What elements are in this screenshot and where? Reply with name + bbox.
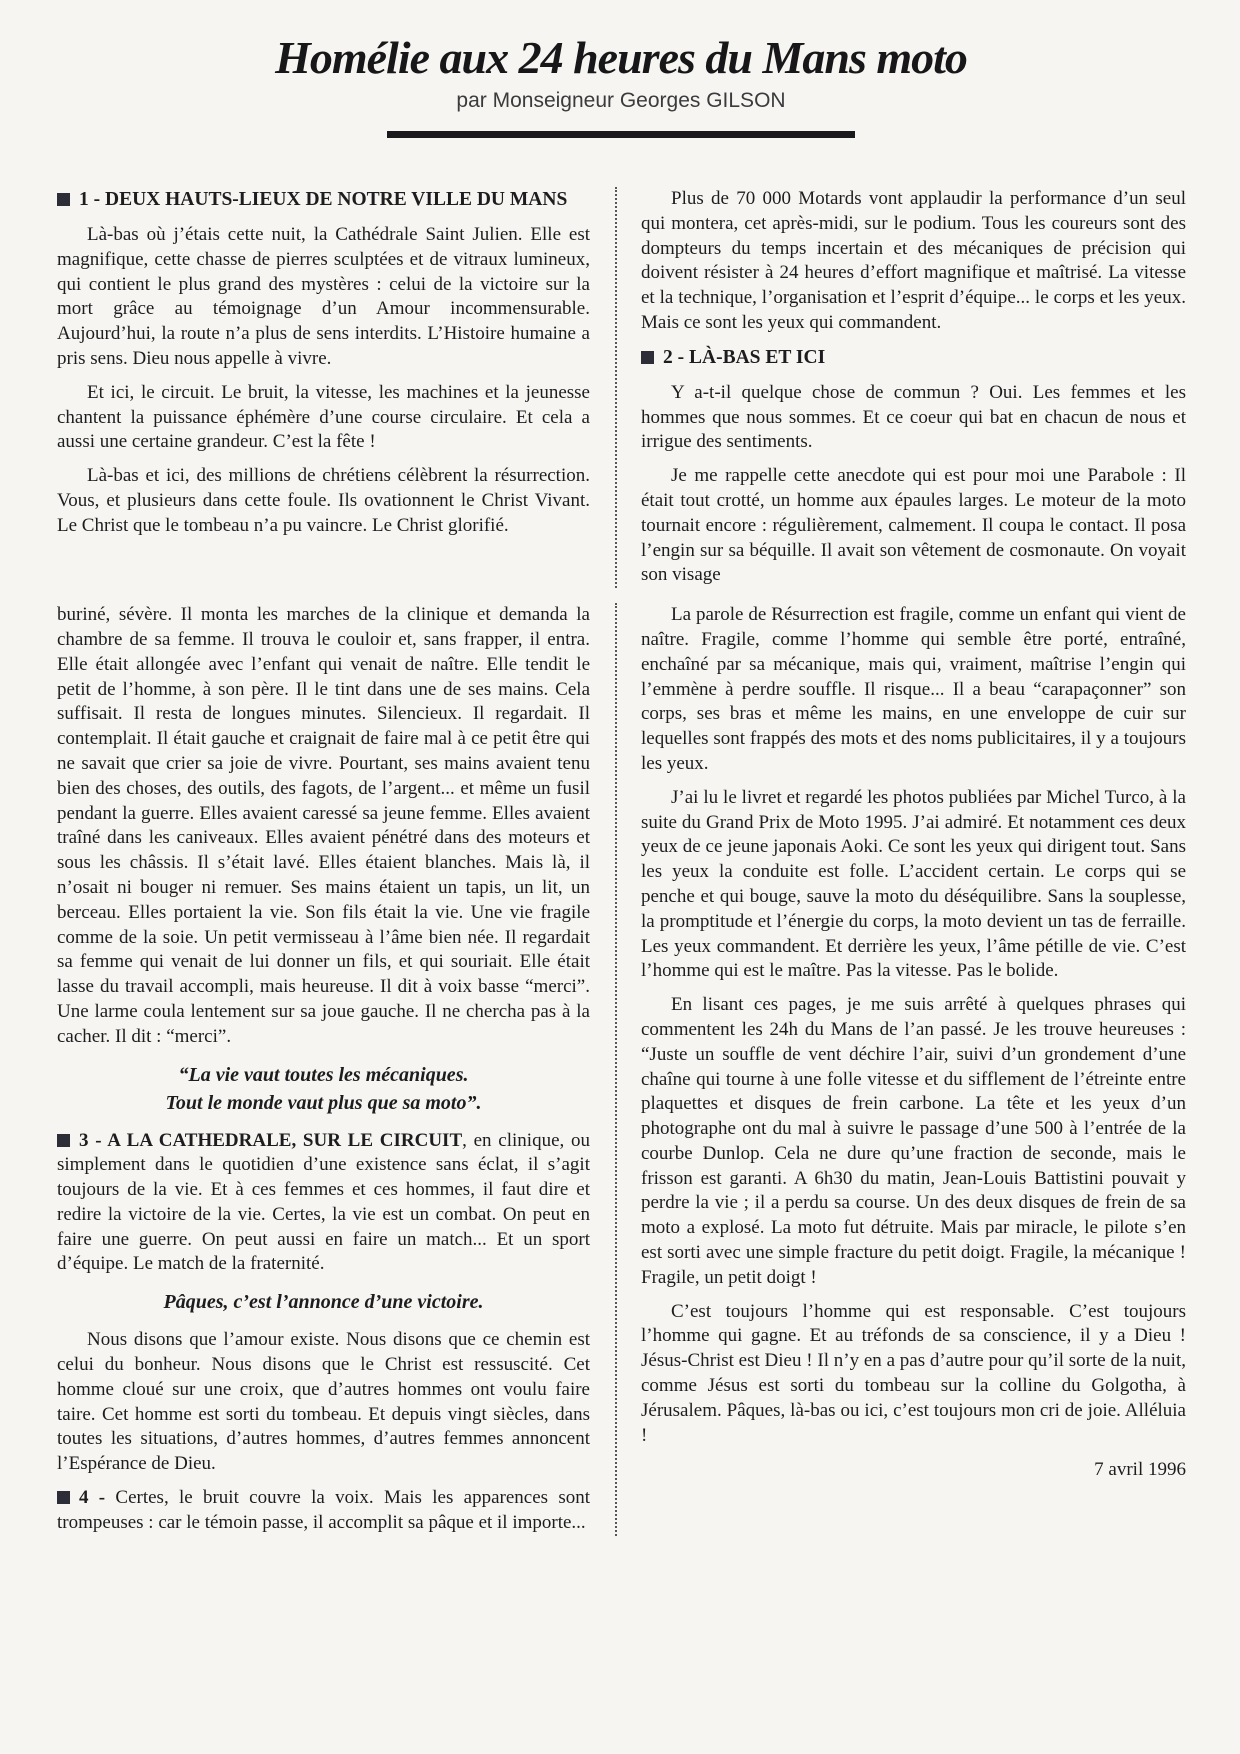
title-rule — [387, 131, 855, 138]
top-right-column — [641, 187, 1186, 588]
paragraph: Nous disons que l’amour existe. Nous disons que ce chemin est celui du bonheur. Nous disons que le Christ est ressuscité. Cet homme cloué sur une croix, que d’autres hommes ont voulu faire taire. Cet homme est sorti du tombeau. Et depuis vingt siècles, dans toutes les situations, d’autres hommes, d’autres femmes annoncent l’Espérance de Dieu. — [57, 1329, 590, 1475]
section-bullet-icon — [641, 351, 654, 364]
document-header — [57, 32, 1185, 138]
paragraph: En lisant ces pages, je me suis arrêté à quelques phrases qui commentent les 24h du Mans de l’an passé. Je les trouve heureuses : “Juste un souffle de vent déchire l’air, suivi d’un grondement d’une chaîne qui tourne à une folle vitesse et du sifflement de l’étreinte entre plaquettes et disques de frein carbone. La tête et les yeux d’un photographe ont du mal à suivre le passage d’une 500 à l’entrée de la courbe Dunlop. Cela ne dure qu’une fraction de seconde, mais le frisson est garanti. A 6h30 du matin, Jean-Louis Battistini pouvait y perdre la vie ; il a perdu sa course. Un des deux disques de frein de sa moto a explosé. La moto fut détruite. Mais par miracle, le pilote s’en est sorti avec une simple fracture du petit doigt. Fragile, la mécanique ! Fragile, un petit doigt ! — [641, 994, 1186, 1288]
paragraph: buriné, sévère. Il monta les marches de la clinique et demanda la chambre de sa femme. Il trouva le couloir et, sans frapper, il entra. Elle était allongée avec l’enfant qui venait de naître. Elle tendit le petit de l’homme, à son père. Il le tint dans une de ses mains. Cela suffisait. Il resta de longues minutes. Silencieux. Il regardait. Il contemplait. Il était gauche et craignait de faire mal à ce petit être qui ne savait que crier sa joie de vivre. Pourtant, ses mains avaient tenu bien des choses, des outils, des fagots, de l’argent... et même un fusil pendant la guerre. Elles avaient caressé sa jeune femme. Elles avaient traîné dans les caniveaux. Elles avaient pénétré dans des moteurs et sous les châssis. Il s’était lavé. Elles étaient blanches. Mais là, il n’osait ni bouger ni remuer. Ses mains étaient un tapis, un lit, un berceau. Elles portaient la vie. Son fils était la vie. Une vie fragile comme de la soie. Un petit vermisseau à l’âme bien née. Il regardait sa femme qui venait de lui donner un fils, et qui souriait. Elle était lasse du travail accompli, mais heureuse. Il dit à voix basse “merci”. Une larme coula lentement sur sa joue gauche. Il ne chercha pas à la cacher. Il dit : “merci”. — [57, 604, 590, 1047]
section-2-heading — [641, 345, 1186, 371]
section-3-heading-paragraph — [57, 1129, 590, 1278]
section-3-body-text: , en clinique, ou simplement dans le quotidien d’une existence sans éclat, il s’agit toujours de la vie. Et à ces femmes et ces hommes, il faut dire et redire la victoire de la vie. Certes, la vie est un combat. On peut en faire une guerre. On peut aussi en faire un match... Et un sport d’équipe. Le match de la fraternité. — [57, 1129, 590, 1275]
paragraph: Là-bas et ici, des millions de chrétiens célèbrent la résurrection. Vous, et plusieurs dans cette foule. Ils ovationnent le Christ Vivant. Le Christ que le tombeau n’a pu vaincre. Le Christ glorifié. — [57, 465, 590, 536]
page-title: Homélie aux 24 heures du Mans moto — [275, 32, 967, 83]
section-1-heading-text: 1 - DEUX HAUTS-LIEUX DE NOTRE VILLE DU MANS — [79, 189, 568, 210]
paragraph: Là-bas où j’étais cette nuit, la Cathédrale Saint Julien. Elle est magnifique, cette chasse de pierres sculptées et de vitraux lumineux, qui contient le plus grand des mystères : celui de la victoire sur la mort grâce au témoignage d’un Amour incommensurable. Aujourd’hui, la route n’a plus de sens interdits. L’Histoire humaine a pris sens. Dieu nous appelle à vivre. — [57, 224, 590, 369]
column-divider — [615, 187, 617, 588]
date-line: 7 avril 1996 — [1094, 1459, 1186, 1481]
paragraph: Et ici, le circuit. Le bruit, la vitesse, les machines et la jeunesse chantent la puissance éphémère d’une course circulaire. Et cela a aussi une certaine grandeur. C’est la fête ! — [57, 381, 590, 453]
column-divider — [615, 603, 617, 1536]
top-section — [57, 187, 1185, 588]
pull-quote — [57, 1061, 590, 1117]
bottom-section — [57, 603, 1185, 1536]
pull-quote-line: “La vie vaut toutes les mécaniques. — [178, 1063, 469, 1086]
section-3-heading-text: 3 - A LA CATHEDRALE, SUR LE CIRCUIT — [79, 1129, 463, 1151]
paragraph: J’ai lu le livret et regardé les photos publiées par Michel Turco, à la suite du Grand Prix de Moto 1995. J’ai admiré. Et notamment ces deux yeux de ce jeune japonais Aoki. Ce sont les yeux qui dirigent tout. Sans les yeux la conduite est folle. L’accident certain. Le corps qui se penche et qui bouge, sauve la moto du déséquilibre. Sans la souplesse, la promptitude et l’énergie du corps, la moto devient un tas de ferraille. Les yeux commandent. Et derrière les yeux, l’âme pétille de vie. C’est l’homme qui est le maître. Pas la vitesse. Pas le bolide. — [641, 786, 1186, 982]
pull-quote-line: Pâques, c’est l’annonce d’une victoire. — [163, 1291, 484, 1314]
section-2-heading-text: 2 - LÀ-BAS ET ICI — [663, 346, 826, 368]
pull-quote-line: Tout le monde vaut plus que sa moto”. — [165, 1091, 482, 1114]
pull-quote — [57, 1288, 590, 1316]
paragraph: La parole de Résurrection est fragile, comme un enfant qui vient de naître. Fragile, comme l’homme qui semble être porté, entraîné, enchaîné par sa mécanique, mais qui, vraiment, maîtrise l’engin qui l’emmène à perdre souffle. Il risque... Il a beau “carapaçonner” son corps, ses bras et même les mains, en une enveloppe de cuir sur lequelles sont frappés des mots et des noms publicitaires, il y a toujours les yeux. — [641, 604, 1186, 774]
bottom-left-column — [57, 603, 590, 1536]
section-4-heading-text: 4 - — [79, 1487, 116, 1509]
top-left-column — [57, 187, 590, 588]
byline: par Monseigneur Georges GILSON — [456, 89, 786, 112]
section-bullet-icon — [57, 1491, 70, 1504]
paragraph: Je me rappelle cette anecdote qui est pour moi une Parabole : Il était tout crotté, un homme aux épaules larges. Le moteur de la moto tournait encore : régulièrement, calmement. Il coupa le contact. Il posa l’engin sur sa béquille. Il avait son vêtement de cosmonaute. On voyait son visage — [641, 465, 1186, 586]
section-1-heading — [57, 187, 590, 213]
paragraph: Plus de 70 000 Motards vont applaudir la performance d’un seul qui montera, cet après-midi, sur le podium. Tous les coureurs sont des dompteurs du temps incertain et des mécaniques de précision qui doivent résister à 24 heures d’effort magnifique et maîtrisé. La vitesse et la technique, l’organisation et l’esprit d’équipe... le corps et les yeux. Mais ce sont les yeux qui commandent. — [641, 188, 1186, 333]
bottom-right-column — [641, 603, 1186, 1536]
section-4-body-text: Certes, le bruit couvre la voix. Mais les apparences sont trompeuses : car le témoin passe, il accomplit sa pâque et il importe... — [57, 1487, 590, 1533]
section-bullet-icon — [57, 193, 70, 206]
section-4-heading-paragraph — [57, 1486, 590, 1536]
paragraph: C’est toujours l’homme qui est responsable. C’est toujours l’homme qui gagne. Et au tréfonds de sa conscience, il y a Dieu ! Jésus-Christ est Dieu ! Il n’y en a pas d’autre pour qu’il sorte de la nuit, comme Jésus est sorti du tombeau sur la colline du Golgotha, à Jérusalem. Pâques, là-bas ou ici, c’est toujours mon cri de joie. Alléluia ! — [641, 1300, 1186, 1446]
section-bullet-icon — [57, 1134, 70, 1147]
paragraph: Y a-t-il quelque chose de commun ? Oui. Les femmes et les hommes que nous sommes. Et ce coeur qui bat en chacun de nous et irrigue des sentiments. — [641, 381, 1186, 453]
